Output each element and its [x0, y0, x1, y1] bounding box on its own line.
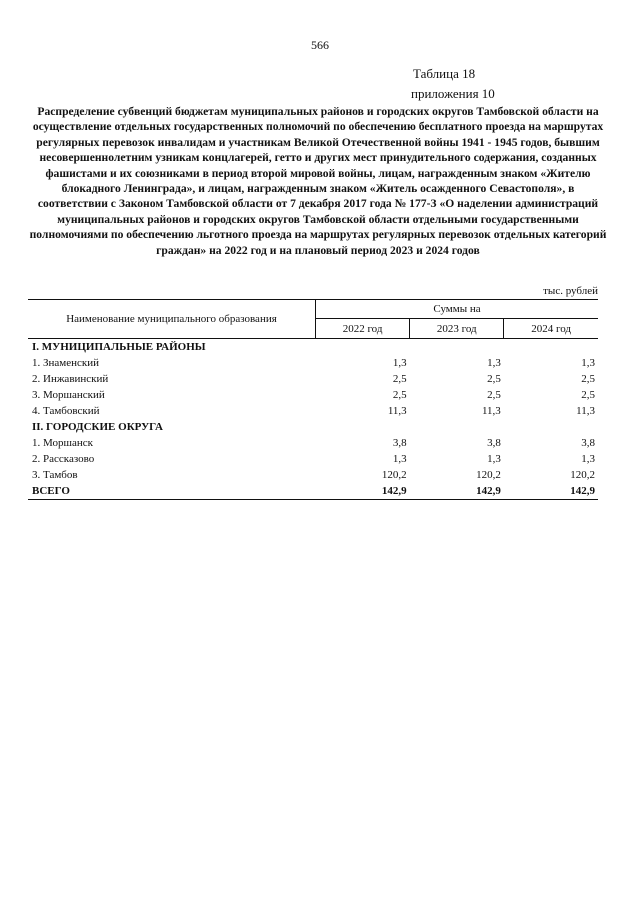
table-row [28, 387, 598, 403]
amount-2023: 2,5 [487, 389, 501, 401]
amount-2022: 1,3 [392, 453, 407, 465]
subvention-table [28, 299, 598, 500]
amount-2023: 1,3 [487, 453, 501, 465]
header-name: Наименование муниципального образования [28, 300, 316, 339]
amount-2024: 11,3 [576, 405, 595, 417]
table-row [28, 371, 598, 387]
total-label: ВСЕГО [28, 483, 316, 500]
total-row [28, 483, 598, 500]
total-2022: 142,9 [316, 483, 410, 500]
table-label: Таблица 18 [413, 66, 476, 81]
amount-2024: 120,2 [570, 469, 595, 481]
amount-2023: 11,3 [481, 405, 501, 417]
total-2024: 142,9 [504, 483, 598, 500]
header-sums: Суммы на [316, 300, 599, 319]
municipality-name: 3. Тамбов [32, 469, 78, 481]
municipality-name: 4. Тамбовский [32, 405, 100, 417]
amount-2022: 2,5 [392, 373, 407, 385]
municipality-name: 2. Рассказово [32, 453, 95, 465]
amount-2022: 2,5 [392, 389, 407, 401]
section-row [28, 419, 598, 435]
amount-2024: 2,5 [581, 389, 595, 401]
amount-2024: 1,3 [581, 357, 595, 369]
unit-note: тыс. рублей [543, 285, 598, 297]
amount-2024: 1,3 [581, 453, 595, 465]
amount-2023: 3,8 [487, 437, 501, 449]
amount-2023: 2,5 [487, 373, 501, 385]
table-row [28, 451, 598, 467]
page-number: 566 [311, 38, 329, 52]
section-row [28, 339, 598, 356]
header-year: 2023 год [410, 319, 504, 339]
header-year: 2022 год [316, 319, 410, 339]
amount-2023: 120,2 [476, 469, 501, 481]
amount-2024: 3,8 [581, 437, 595, 449]
table-row [28, 467, 598, 483]
table-row [28, 435, 598, 451]
amount-2023: 1,3 [487, 357, 501, 369]
amount-2022: 11,3 [387, 405, 407, 417]
total-2023: 142,9 [410, 483, 504, 500]
table-row [28, 403, 598, 419]
amount-2022: 3,8 [392, 437, 407, 449]
municipality-name: 2. Инжавинский [32, 373, 109, 385]
table-row [28, 355, 598, 371]
municipality-name: 1. Моршанск [32, 437, 93, 449]
amount-2022: 120,2 [381, 469, 407, 481]
amount-2024: 2,5 [581, 373, 595, 385]
section-title: I. МУНИЦИПАЛЬНЫЕ РАЙОНЫ [32, 341, 206, 353]
section-title: II. ГОРОДСКИЕ ОКРУГА [32, 421, 163, 433]
appendix-label: приложения 10 [411, 86, 495, 101]
municipality-name: 3. Моршанский [32, 389, 105, 401]
header-year: 2024 год [504, 319, 598, 339]
document-title: Распределение субвенций бюджетам муниципальных районов и городских округов Тамбовской области на осуществление отдельных государственных полномочий по обеспечению бесплатного проезда на маршрутах регулярных перевозок инвалидам и участникам Великой Отечественной войны 1941 - 1945 годов, бывшим несовершеннолетним узникам концлагерей, гетто и других мест принудительного содержания, созданных фашистами и их союзниками в период второй мировой войны, лицам, награжденным знаком «Жителю блокадного Ленинграда», и лицам, награжденным знаком «Житель осажденного Севастополя», в соответствии с Законом Тамбовской области от 7 декабря 2017 года № 177-З «О наделении администраций муниципальных районов и городских округов Тамбовской области отдельными государственными полномочиями по обеспечению льготного проезда на маршрутах регулярных перевозок отдельных категорий граждан» на 2022 год и на плановый период 2023 и 2024 годов [29, 105, 607, 257]
municipality-name: 1. Знаменский [32, 357, 100, 369]
amount-2022: 1,3 [392, 357, 407, 369]
